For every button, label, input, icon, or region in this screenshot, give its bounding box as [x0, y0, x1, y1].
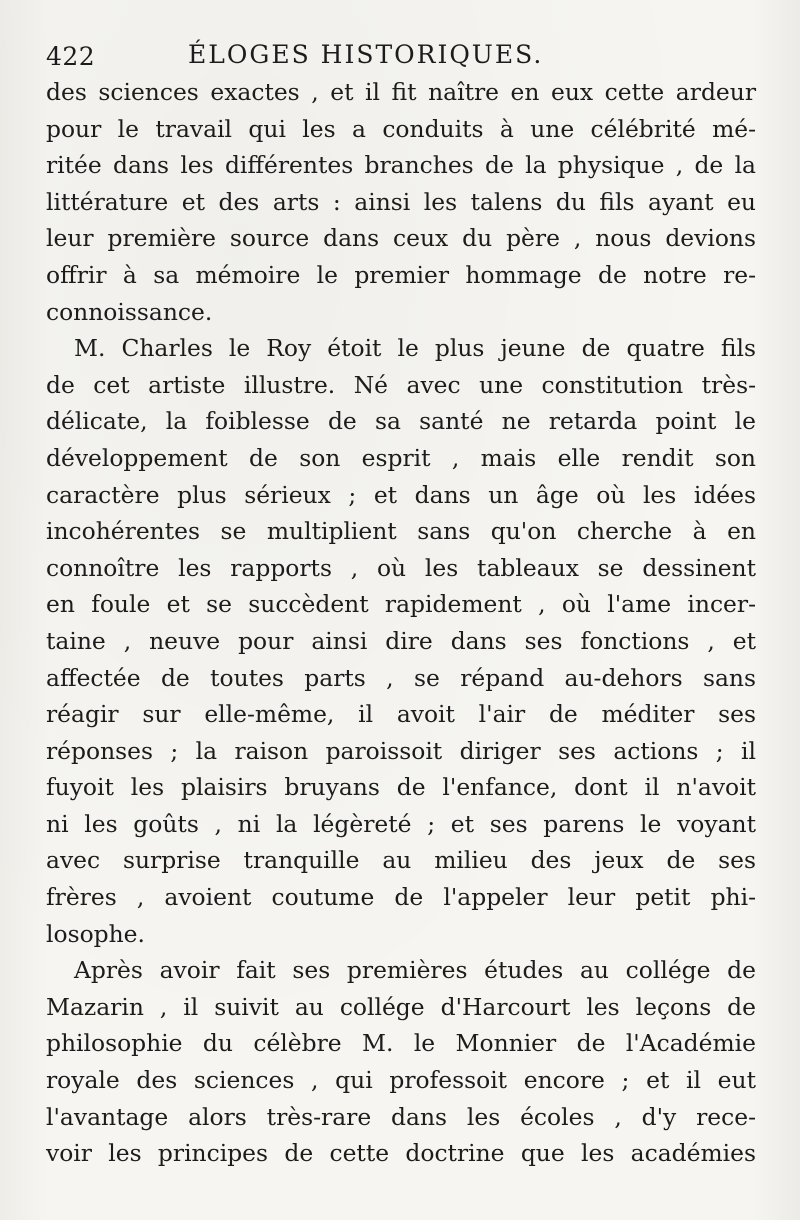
text-line: leur première source dans ceux du père , nous devions [46, 224, 756, 253]
text-line: M. Charles le Roy étoit le plus jeune de quatre fils [74, 334, 756, 363]
text-line: des sciences exactes , et il fit naître en eux cette ardeur [46, 78, 756, 106]
text-line: connoissance. [46, 297, 213, 326]
text-line: taine , neuve pour ainsi dire dans ses fonctions , et [46, 626, 756, 655]
text-line: royale des sciences , qui professoit encore ; et il eut [46, 1066, 756, 1095]
text-line: ni les goûts , ni la légèreté ; et ses parens le voyant [46, 809, 756, 838]
paragraph-2 [46, 330, 756, 952]
text-line: développement de son esprit , mais elle rendit son [46, 443, 756, 472]
text-line: réponses ; la raison paroissoit diriger ses actions ; il [46, 736, 756, 765]
text-line: pour le travail qui les a conduits à une célébrité mé- [46, 114, 756, 143]
page-number: 422 [46, 42, 96, 71]
text-line: voir les principes de cette doctrine que les académies [46, 1139, 756, 1168]
running-title: ÉLOGES HISTORIQUES. [188, 40, 544, 69]
text-line: ritée dans les différentes branches de la physique , de la [46, 151, 756, 180]
text-line: caractère plus sérieux ; et dans un âge où les idées [46, 480, 756, 509]
text-line: Mazarin , il suivit au collége d'Harcourt les leçons de [46, 992, 756, 1021]
text-line: avec surprise tranquille au milieu des jeux de ses [46, 846, 756, 875]
text-line: en foule et se succèdent rapidement , où l'ame incer- [46, 590, 756, 619]
paragraph-1 [46, 74, 756, 330]
text-line: frères , avoient coutume de l'appeler leur petit phi- [46, 883, 756, 912]
text-line: affectée de toutes parts , se répand au-dehors sans [46, 663, 756, 692]
body-text [46, 74, 756, 1172]
text-line: incohérentes se multiplient sans qu'on cherche à en [46, 517, 756, 546]
text-line: connoître les rapports , où les tableaux se dessinent [46, 553, 756, 582]
text-line: philosophie du célèbre M. le Monnier de l'Académie [46, 1029, 756, 1058]
text-line: délicate, la foiblesse de sa santé ne retarda point le [46, 407, 756, 436]
text-line: littérature et des arts : ainsi les talens du fils ayant eu [46, 187, 756, 216]
text-line: de cet artiste illustre. Né avec une constitution très- [46, 370, 756, 399]
text-line: Après avoir fait ses premières études au collége de [74, 956, 756, 985]
text-line: losophe. [46, 919, 145, 948]
text-line: réagir sur elle-même, il avoit l'air de méditer ses [46, 700, 756, 729]
page-header [46, 38, 706, 78]
text-line: l'avantage alors très-rare dans les écoles , d'y rece- [46, 1102, 756, 1131]
text-line: offrir à sa mémoire le premier hommage de notre re- [46, 260, 756, 289]
text-line: fuyoit les plaisirs bruyans de l'enfance, dont il n'avoit [46, 773, 756, 802]
paragraph-3 [46, 952, 756, 1172]
